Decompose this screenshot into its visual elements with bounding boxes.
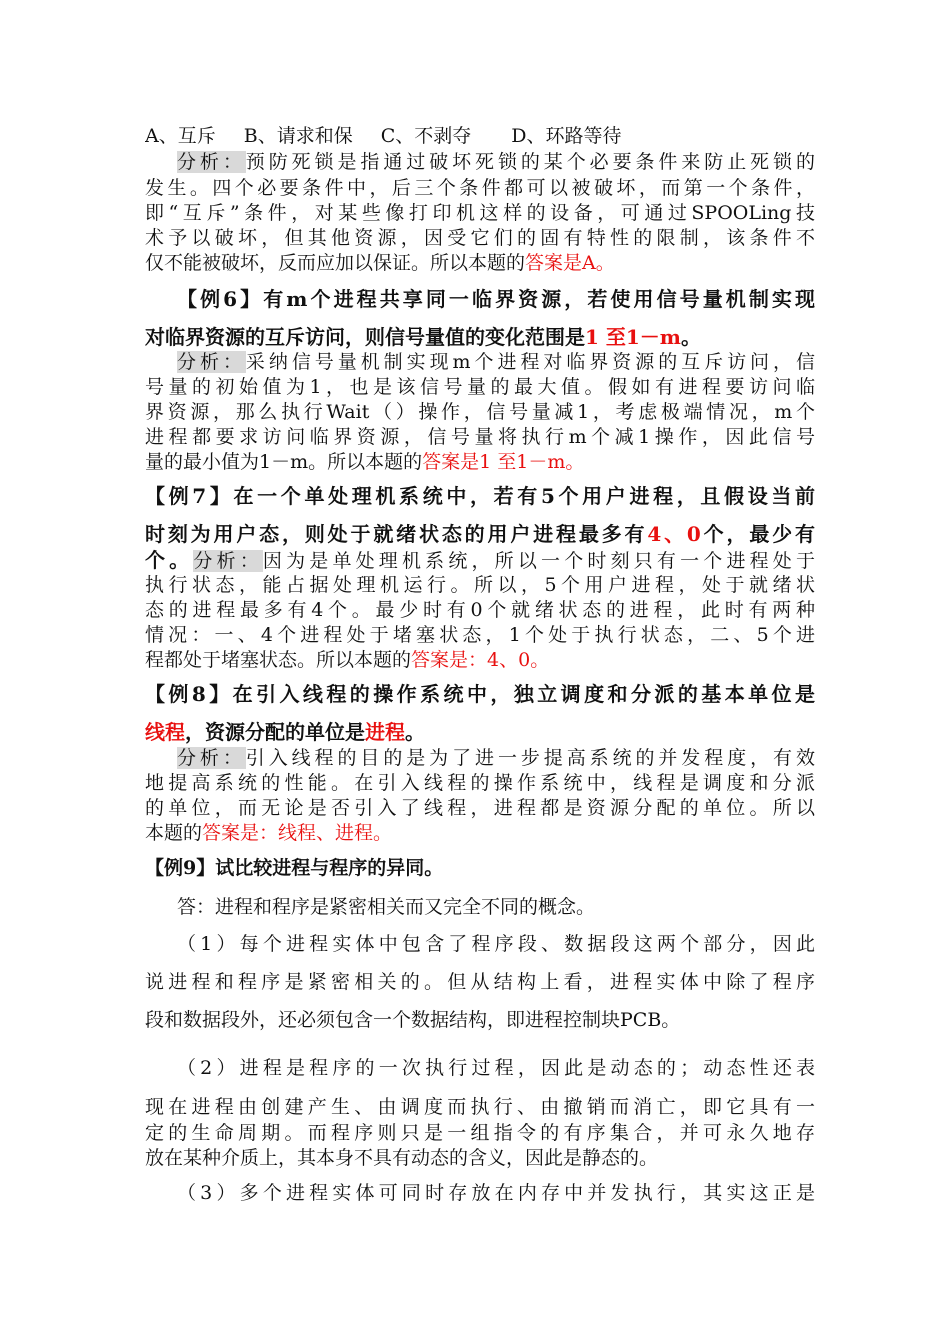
example-6-question-line-1: 【例6】有m个进程共享同一临界资源，若使用信号量机制实现 bbox=[177, 287, 815, 311]
analysis-label: 分析： bbox=[177, 747, 246, 769]
analysis-7-line-2: 执行状态，能占据处理机运行。所以，5个用户进程，处于就绪状 bbox=[145, 574, 815, 596]
example-9-answer-intro: 答：进程和程序是紧密相关而又完全不同的概念。 bbox=[177, 896, 596, 918]
answer-value: A。 bbox=[582, 252, 615, 274]
example-8-question-line-2: 线程，资源分配的单位是进程。 bbox=[145, 720, 425, 744]
point-2-line-4: 放在某种介质上，其本身不具有动态的含义，因此是静态的。 bbox=[145, 1147, 659, 1169]
analysis-1-line-1: 分析：预防死锁是指通过破坏死锁的某个必要条件来防止死锁的 bbox=[177, 151, 815, 173]
analysis-6-line-4: 进程都要求访问临界资源，信号量将执行m个减1操作，因此信号 bbox=[145, 426, 815, 448]
example-6-answer: 1 至1－m bbox=[585, 325, 681, 349]
option-d: D、环路等待 bbox=[511, 125, 622, 147]
answer-value: 1 至1－m。 bbox=[479, 451, 585, 473]
point-3-line-1: （3）多个进程实体可同时存放在内存中并发执行，其实这正是 bbox=[177, 1182, 815, 1204]
option-a: A、互斥 bbox=[145, 125, 216, 147]
analysis-7-line-3: 态的进程最多有4个。最少时有0个就绪状态的进程，此时有两种 bbox=[145, 599, 815, 621]
point-1-line-1: （1）每个进程实体中包含了程序段、数据段这两个部分，因此 bbox=[177, 933, 815, 955]
example-8-question-line-1: 【例8】在引入线程的操作系统中，独立调度和分派的基本单位是 bbox=[145, 682, 815, 706]
analysis-6-line-2: 号量的初始值为1，也是该信号量的最大值。假如有进程要访问临 bbox=[145, 376, 815, 398]
options-line bbox=[145, 124, 815, 148]
example-9-title: 【例9】试比较进程与程序的异同。 bbox=[145, 857, 444, 879]
answer-text: 答案是 bbox=[525, 252, 583, 274]
point-1-line-2: 说进程和程序是紧密相关的。但从结构上看，进程实体中除了程序 bbox=[145, 971, 815, 993]
answer-text: 答案是： bbox=[202, 822, 279, 844]
example-8-answer-2: 进程 bbox=[365, 720, 405, 744]
analysis-7-line-1: 个。分析：因为是单处理机系统，所以一个时刻只有一个进程处于 bbox=[145, 548, 815, 572]
analysis-label: 分析： bbox=[193, 550, 263, 572]
analysis-6-line-1: 分析：采纳信号量机制实现m个进程对临界资源的互斥访问，信 bbox=[177, 351, 815, 373]
answer-value: 4、0。 bbox=[487, 649, 550, 671]
analysis-label: 分析： bbox=[177, 151, 246, 173]
analysis-7-line-5: 程都处于堵塞状态。所以本题的答案是：4、0。 bbox=[145, 649, 550, 671]
analysis-8-line-4: 本题的答案是：线程、进程。 bbox=[145, 822, 393, 844]
analysis-6-line-5: 量的最小值为1－m。所以本题的答案是1 至1－m。 bbox=[145, 451, 585, 473]
analysis-label: 分析： bbox=[177, 351, 246, 373]
point-2-line-2: 现在进程由创建产生、由调度而执行、由撤销而消亡，即它具有一 bbox=[145, 1096, 815, 1118]
answer-value: 线程、进程。 bbox=[278, 822, 393, 844]
analysis-7-line-4: 情况：一、4个进程处于堵塞状态，1个处于执行状态，二、5个进 bbox=[145, 624, 815, 646]
example-7-question-line-2: 时刻为用户态，则处于就绪状态的用户进程最多有4、0个，最少有 bbox=[145, 522, 815, 546]
option-c: C、不剥夺 bbox=[380, 125, 472, 147]
analysis-1-line-5: 仅不能被破坏，反而应加以保证。所以本题的答案是A。 bbox=[145, 252, 615, 274]
analysis-1-line-3: 即“互斥”条件，对某些像打印机这样的设备，可通过SPOOLing技 bbox=[145, 202, 815, 224]
point-2-line-1: （2）进程是程序的一次执行过程，因此是动态的；动态性还表 bbox=[177, 1057, 815, 1079]
analysis-6-line-3: 界资源，那么执行Wait（）操作，信号量减1，考虑极端情况，m个 bbox=[145, 401, 815, 423]
option-b: B、请求和保 bbox=[243, 125, 353, 147]
analysis-1-line-2: 发生。四个必要条件中，后三个条件都可以被破坏，而第一个条件， bbox=[145, 177, 815, 199]
analysis-1-line-4: 术予以破坏，但其他资源，因受它们的固有特性的限制，该条件不 bbox=[145, 227, 815, 249]
answer-text: 答案是 bbox=[422, 451, 480, 473]
analysis-8-line-1: 分析：引入线程的目的是为了进一步提高系统的并发程度，有效 bbox=[177, 747, 815, 769]
answer-text: 答案是： bbox=[411, 649, 488, 671]
analysis-8-line-2: 地提高系统的性能。在引入线程的操作系统中，线程是调度和分派 bbox=[145, 772, 815, 794]
point-2-line-3: 定的生命周期。而程序则只是一组指令的有序集合，并可永久地存 bbox=[145, 1122, 815, 1144]
analysis-8-line-3: 的单位，而无论是否引入了线程，进程都是资源分配的单位。所以 bbox=[145, 797, 815, 819]
example-7-question-line-1: 【例7】在一个单处理机系统中，若有5个用户进程，且假设当前 bbox=[145, 484, 815, 508]
point-1-line-3: 段和数据段外，还必须包含一个数据结构，即进程控制块PCB。 bbox=[145, 1009, 681, 1031]
example-7-answer: 4、0 bbox=[647, 522, 701, 546]
example-8-answer-1: 线程 bbox=[145, 720, 185, 744]
example-6-question-line-2: 对临界资源的互斥访问，则信号量值的变化范围是1 至1－m。 bbox=[145, 325, 701, 349]
